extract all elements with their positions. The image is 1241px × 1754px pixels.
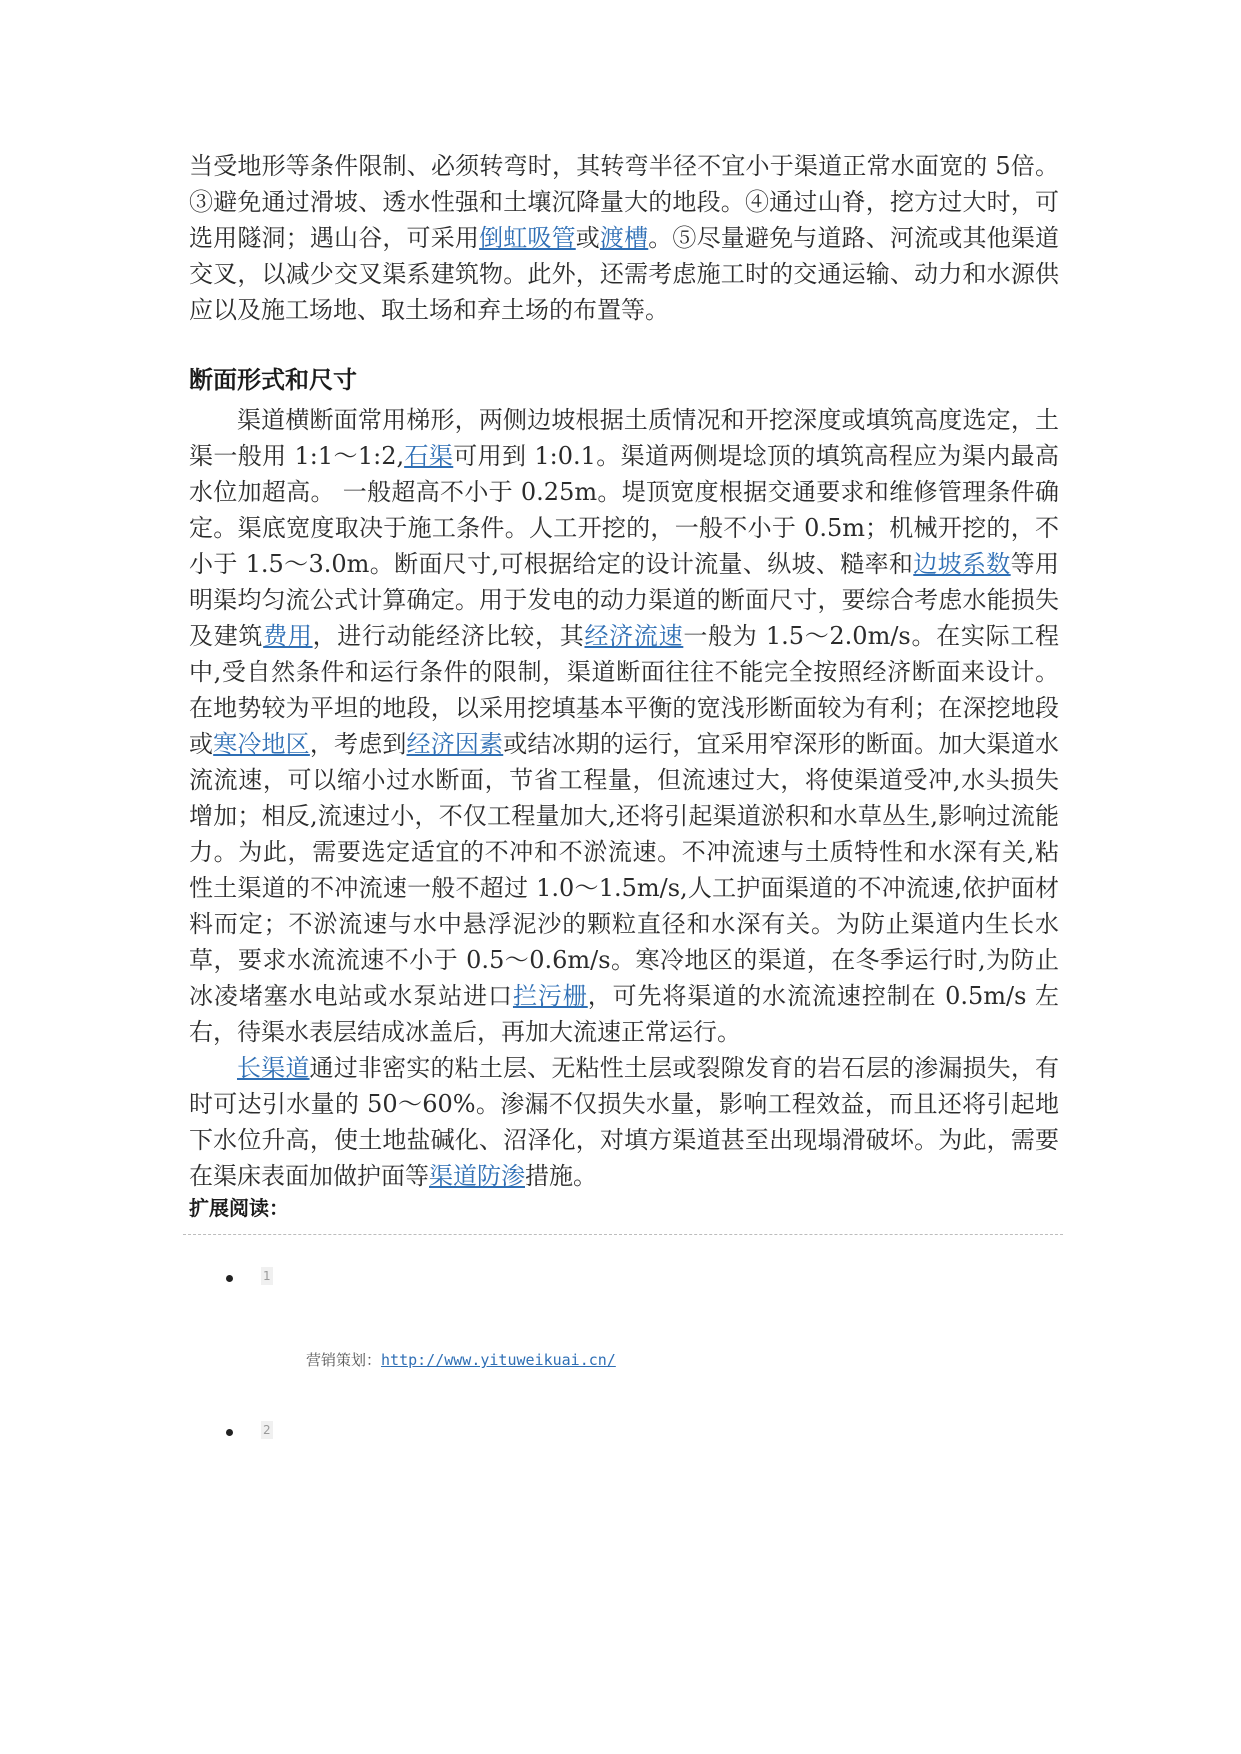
text-span: 可用到 1:0.1。渠道两侧堤埝顶的填筑高程应为渠内最高水位加超高。 一般超高不小于 0.25m。堤顶宽度根据交通要求和维修管理条件确定。渠底宽度取决于施工条件。人工开挖的，一般不小于 0.5m；机械开挖的，不小于 1.5～3.0m。断面尺寸,可根据给定的设计流量、纵坡、糙率和 xyxy=(189,442,1059,578)
paragraph-seepage xyxy=(189,1050,1059,1194)
text-span: ，考虑到 xyxy=(309,730,407,758)
document-body xyxy=(189,148,1059,1459)
paragraph-cross-section xyxy=(189,402,1059,1050)
link-stone-canal[interactable]: 石渠 xyxy=(404,442,454,470)
link-economic-velocity[interactable]: 经济流速 xyxy=(584,622,684,650)
paragraph-route-selection xyxy=(189,148,1059,328)
text-span: 一般为 1.5～2.0m/s。在实际工程中,受自然条件和运行条件的限制，渠道断面往往不能完全按照经济断面来设计。在地势较为平坦的地段，以采用挖填基本平衡的宽浅形断面较为有利；在深挖地段或 xyxy=(189,622,1060,758)
link-inverted-siphon[interactable]: 倒虹吸管 xyxy=(479,224,576,252)
promo-line xyxy=(306,1349,1059,1371)
list-item[interactable] xyxy=(189,1265,1059,1305)
text-span: 措施。 xyxy=(525,1162,597,1190)
list-item[interactable] xyxy=(189,1419,1059,1459)
extended-reading-list xyxy=(189,1265,1059,1305)
link-cold-region[interactable]: 寒冷地区 xyxy=(213,730,310,758)
section-heading: 断面形式和尺寸 xyxy=(189,366,357,394)
dashed-divider xyxy=(183,1234,1063,1235)
extended-reading-list-continued xyxy=(189,1419,1059,1459)
text-span: ，可先将渠道的水流流速控制在 0.5m/s 左右，待渠水表层结成冰盖后，再加大流速正常运行。 xyxy=(189,982,1060,1046)
text-span: 。⑤尽量避免与道路、河流或其他渠道交叉，以减少交叉渠系建筑物。此外，还需考虑施工时的交通运输、动力和水源供应以及施工场地、取土场和弃土场的布置等。 xyxy=(189,224,1060,324)
link-canal-seepage-prevention[interactable]: 渠道防渗 xyxy=(429,1162,525,1190)
link-aqueduct[interactable]: 渡槽 xyxy=(599,224,649,252)
link-trash-rack[interactable]: 拦污栅 xyxy=(512,982,588,1010)
promo-label: 营销策划： xyxy=(306,1351,382,1369)
item-number: 1 xyxy=(263,1269,271,1283)
link-cost[interactable]: 费用 xyxy=(263,622,313,650)
text-span: ，进行动能经济比较，其 xyxy=(312,622,585,650)
text-span: 或 xyxy=(575,224,600,252)
link-slope-coefficient[interactable]: 边坡系数 xyxy=(913,550,1011,578)
item-number: 2 xyxy=(263,1423,271,1437)
text-span: 或结冰期的运行，宜采用窄深形的断面。加大渠道水流流速，可以缩小过水断面，节省工程量，但流速过大，将使渠道受冲,水头损失增加；相反,流速过小，不仅工程量加大,还将引起渠道淤积和水草丛生,影响过流能力。为此，需要选定适宜的不冲和不淤流速。不冲流速与土质特性和水深有关,粘性土渠道的不冲流速一般不超过 1.0～1.5m/s,人工护面渠道的不冲流速,依护面材料而定；不淤流速与水中悬浮泥沙的颗粒直径和水深有关。为防止渠道内生长水草，要求水流流速不小于 0.5～0.6m/s。寒冷地区的渠道，在冬季运行时,为防止冰凌堵塞水电站或水泵站进口 xyxy=(189,730,1060,1010)
text-span: 通过非密实的粘土层、无粘性土层或裂隙发育的岩石层的渗漏损失，有时可达引水量的 50～60%。渗漏不仅损失水量，影响工程效益，而且还将引起地下水位升高，使土地盐碱化、沼泽化，对填方渠道甚至出现塌滑破坏。为此，需要在渠床表面加做护面等 xyxy=(189,1054,1059,1190)
text-span: 当受地形等条件限制、必须转弯时，其转弯半径不宜小于渠道正常水面宽的 5倍。③避免通过滑坡、透水性强和土壤沉降量大的地段。④通过山脊，挖方过大时，可选用隧洞；遇山谷，可采用 xyxy=(189,152,1059,252)
link-long-canal[interactable]: 长渠道 xyxy=(237,1054,310,1082)
text-span: 等用明渠均匀流公式计算确定。用于发电的动力渠道的断面尺寸，要综合考虑水能损失及建筑 xyxy=(189,550,1059,650)
extended-reading-title: 扩展阅读： xyxy=(189,1196,289,1220)
bullet-icon xyxy=(226,1275,233,1282)
bullet-icon xyxy=(226,1429,233,1436)
text-span: 渠道横断面常用梯形，两侧边坡根据土质情况和开挖深度或填筑高度选定，土渠一般用 1:1～1:2, xyxy=(189,406,1059,470)
link-economic-factors[interactable]: 经济因素 xyxy=(406,730,504,758)
promo-link[interactable]: http://www.yituweikuai.cn/ xyxy=(381,1351,616,1369)
